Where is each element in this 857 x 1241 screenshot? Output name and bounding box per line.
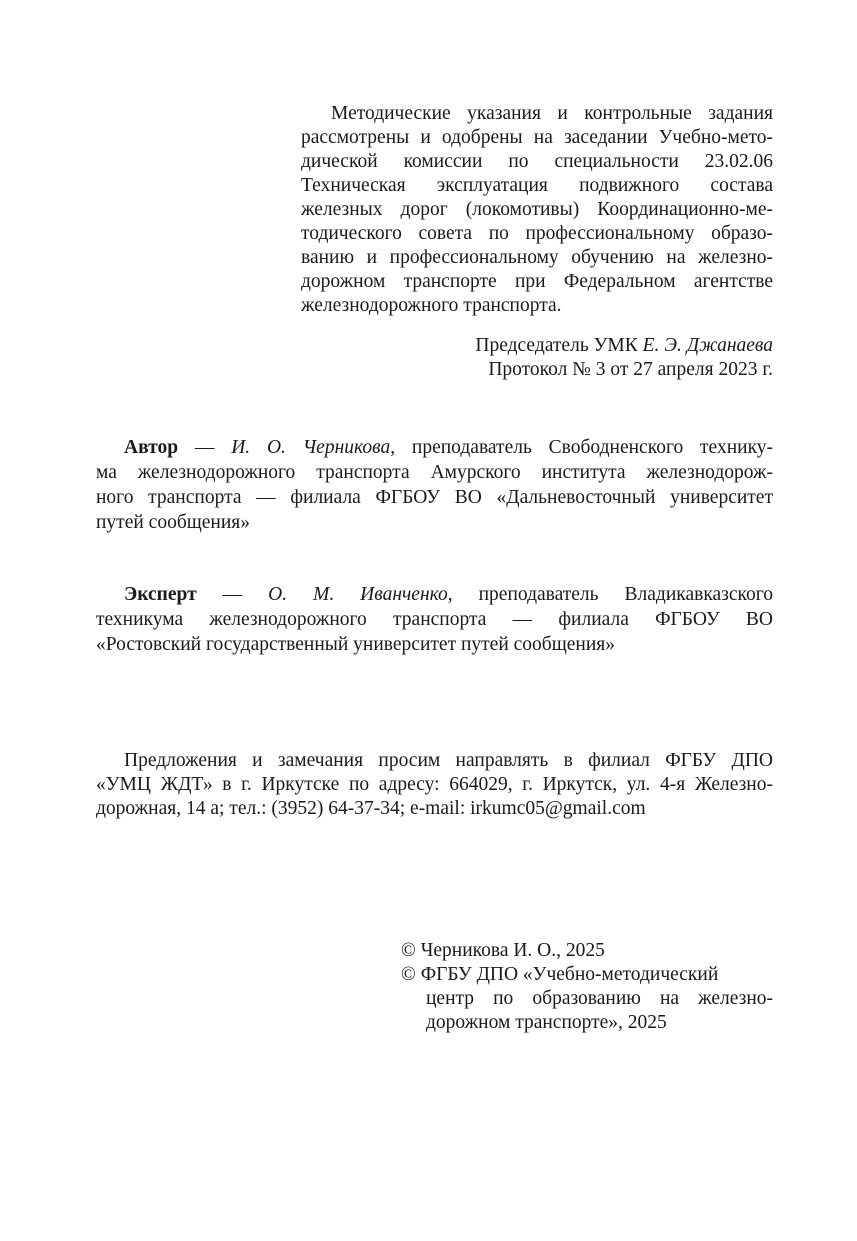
approval-line: рассмотрены и одобрены на заседании Учебно-мето-: [301, 127, 773, 148]
copyright-publisher-line: центр по образованию на железно-: [426, 988, 773, 1009]
expert-first-line: [124, 583, 773, 607]
approval-line: железнодорожного транспорта.: [301, 295, 562, 316]
chairman-name: Е. Э. Джанаева: [642, 335, 773, 356]
approval-line: Техническая эксплуатация подвижного состава: [301, 175, 773, 196]
approval-line: ванию и профессиональному обучению на железно-: [301, 247, 773, 268]
feedback-line: Предложения и замечания просим направлять в филиал ФГБУ ДПО: [124, 750, 773, 771]
chairman-line: [301, 334, 773, 358]
expert-label: Эксперт: [124, 584, 197, 605]
protocol-line: Протокол № 3 от 27 апреля 2023 г.: [488, 359, 773, 380]
author-first-line: [124, 436, 773, 460]
author-line: ного транспорта — филиала ФГБОУ ВО «Дальневосточный университет: [96, 487, 773, 508]
author-dash: —: [178, 437, 232, 458]
approval-line: дической комиссии по специальности 23.02.06: [301, 151, 773, 172]
copyright-publisher: © ФГБУ ДПО «Учебно-методический: [401, 964, 719, 985]
author-name: И. О. Черникова: [231, 437, 391, 458]
approval-line: дорожном транспорте при Федеральном агентстве: [301, 271, 773, 292]
chairman-label: Председатель УМК: [475, 335, 638, 356]
expert-dash: —: [196, 584, 269, 605]
author-label: Автор: [124, 437, 179, 458]
expert-text: , преподаватель Владикавказского: [447, 584, 774, 605]
author-line: ма железнодорожного транспорта Амурского института железнодорож-: [96, 462, 773, 483]
copyright-publisher-line: дорожном транспорте», 2025: [426, 1012, 667, 1033]
copyright-author: © Черникова И. О., 2025: [401, 940, 605, 961]
expert-line: техникума железнодорожного транспорта — филиала ФГБОУ ВО: [96, 609, 773, 630]
approval-line: Методические указания и контрольные задания: [331, 103, 773, 124]
feedback-line: дорожная, 14 а; тел.: (3952) 64-37-34; e-mail: irkumc05@gmail.com: [96, 798, 646, 819]
expert-line: «Ростовский государственный университет путей сообщения»: [96, 634, 615, 655]
author-line: путей сообщения»: [96, 512, 251, 533]
expert-name: О. М. Иванченко: [268, 584, 448, 605]
author-text: , преподаватель Свободненского технику-: [390, 437, 774, 458]
feedback-line: «УМЦ ЖДТ» в г. Иркутске по адресу: 664029, г. Иркутск, ул. 4-я Железно-: [96, 774, 773, 795]
approval-line: железных дорог (локомотивы) Координационно-ме-: [301, 199, 773, 220]
approval-line: тодического совета по профессиональному образо-: [301, 223, 773, 244]
